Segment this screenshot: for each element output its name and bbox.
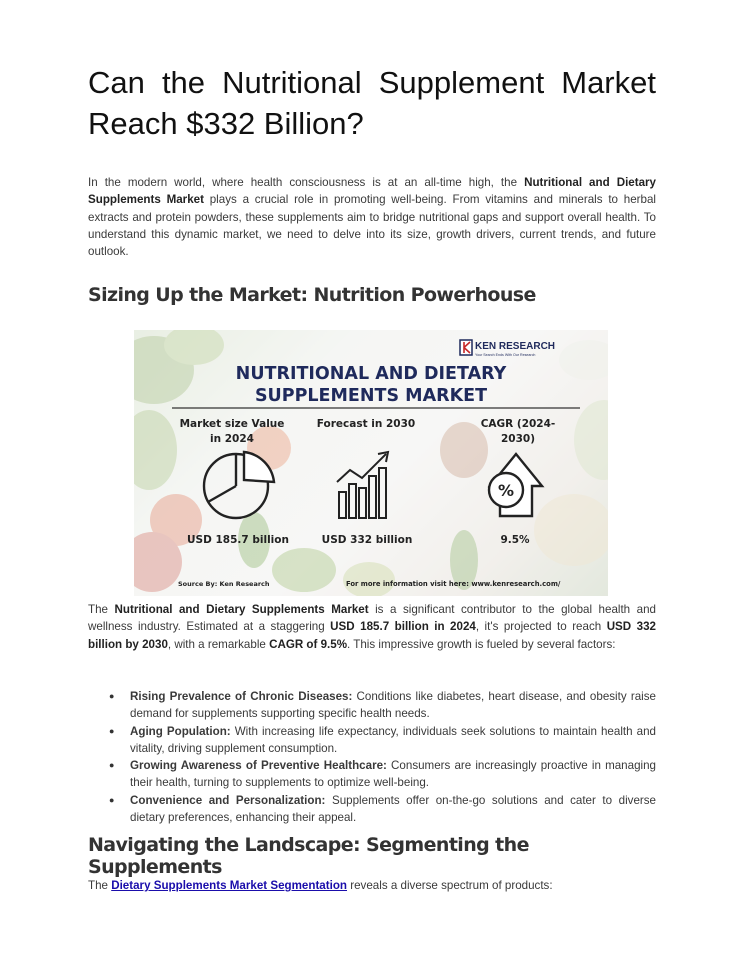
col3-label-line2: 2030) (500, 433, 536, 445)
factor-title: Growing Awareness of Preventive Healthcare: (130, 759, 387, 773)
body-text-4: , with a remarkable (167, 637, 270, 651)
body-bold-1: Nutritional and Dietary Supplements Market (114, 603, 369, 616)
list-item (130, 723, 656, 758)
body-text-3: , it's projected to reach (475, 620, 607, 634)
section-heading-sizing: Sizing Up the Market: Nutrition Powerhouse (88, 284, 536, 306)
intro-text-1: In the modern world, where health consciousness is at an all-time high, the (88, 176, 525, 189)
factor-title: Rising Prevalence of Chronic Diseases: (130, 690, 353, 703)
intro-bold-1: Nutritional and Dietary Supplements Market (88, 176, 657, 207)
body-bold-3: USD 332 billion by 2030 (88, 620, 656, 651)
section-heading-segmenting: Navigating the Landscape: Segmenting the Supplements (88, 834, 529, 878)
logo-brand: KEN RESEARCH (475, 341, 556, 352)
factor-title: Aging Population: (130, 724, 231, 738)
logo-tagline: Your Search Ends With Our Research (475, 353, 536, 357)
list-item (130, 688, 656, 723)
factor-title: Convenience and Personalization: (130, 793, 326, 807)
body-text-1: The (88, 603, 115, 616)
segmentation-text-2: reveals a diverse spectrum of products: (347, 879, 553, 892)
col3-label-line1: CAGR (2024- (480, 418, 556, 430)
body-text-2: is a significant contributor to the global health and wellness industry. Estimated at a staggering (88, 603, 656, 634)
factor-text: With increasing life expectancy, individuals seek solutions to maintain health and vitality, driving supplement consumption. (130, 724, 656, 755)
col1-label-line1: Market size Value (179, 418, 285, 430)
page-title: Can the Nutritional Supplement Market Reach $332 Billion? (88, 65, 656, 141)
intro-paragraph (88, 174, 656, 260)
growth-factors-list (88, 688, 656, 826)
segmentation-link[interactable]: Dietary Supplements Market Segmentation (111, 879, 348, 892)
col1-value: USD 185.7 billion (187, 534, 289, 546)
body-text-5: . This impressive growth is fueled by several factors: (347, 637, 616, 651)
col3-value: 9.5% (500, 534, 530, 546)
col2-value: USD 332 billion (321, 534, 413, 546)
factor-text: Supplements offer on-the-go solutions and cater to diverse dietary preferences, enhancing their appeal. (130, 793, 657, 825)
infographic-title-line2: SUPPLEMENTS MARKET (254, 386, 488, 406)
list-item (130, 792, 656, 827)
market-infographic (134, 330, 608, 596)
infographic-graphic (134, 330, 608, 596)
ken-research-logo (460, 340, 472, 355)
market-size-paragraph (88, 601, 656, 653)
more-info-note: For more information visit here: www.kenresearch.com/ (346, 580, 561, 588)
list-item (130, 757, 656, 792)
intro-text-2: plays a crucial role in promoting well-being. From vitamins and minerals to herbal extracts and protein powders, these supplements aim to bridge nutritional gaps and support overall health. To understand this dynamic market, we need to delve into its size, growth drivers, current trends, and future outlook. (88, 193, 657, 259)
infographic-title-line1: NUTRITIONAL AND DIETARY (235, 364, 507, 384)
segmentation-paragraph (88, 877, 656, 894)
percent-symbol: % (497, 481, 515, 500)
segmentation-text-1: The (88, 879, 112, 892)
col1-label-line2: in 2024 (210, 433, 254, 445)
body-bold-4: CAGR of 9.5% (269, 637, 348, 651)
factor-text: Consumers are increasingly proactive in managing their health, turning to supplements to optimize well-being. (130, 759, 656, 790)
body-bold-2: USD 185.7 billion in 2024 (330, 620, 476, 634)
col2-label: Forecast in 2030 (316, 418, 416, 430)
factor-text: Conditions like diabetes, heart disease, and obesity raise demand for supplements supporting specific health needs. (130, 690, 656, 721)
source-note: Source By: Ken Research (178, 580, 270, 588)
